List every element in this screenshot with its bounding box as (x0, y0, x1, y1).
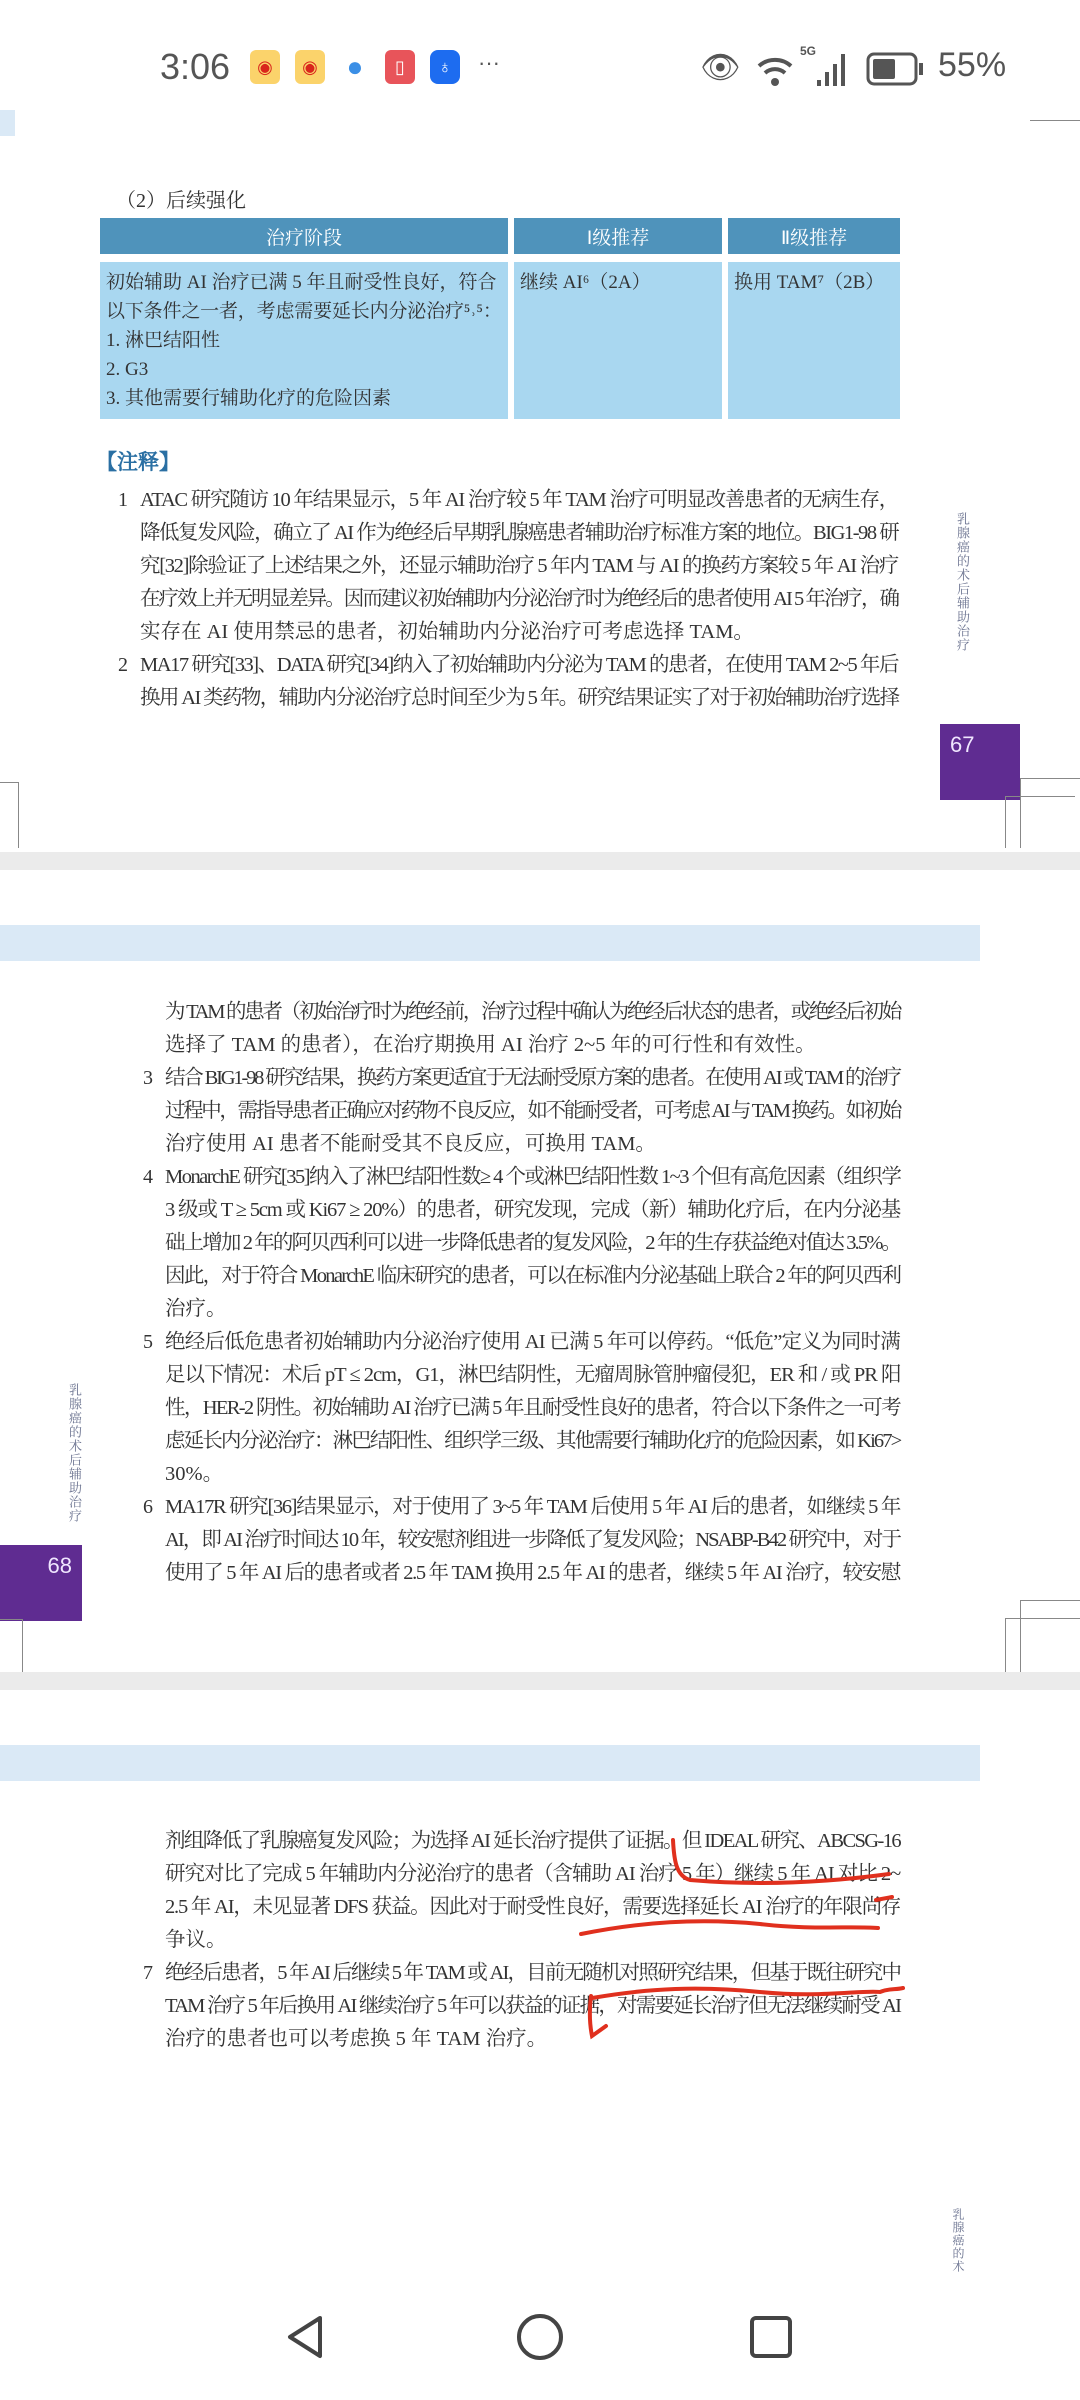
page-header-band (0, 1745, 980, 1781)
network-type: 5G (800, 44, 817, 58)
level2-cell (728, 262, 900, 419)
note-line: 选择了 TAM 的患者），在治疗期换用 AI 治疗 2~5 年的可行性和有效性。 (165, 1034, 816, 1056)
note-line: 实存在 AI 使用禁忌的患者，初始辅助内分泌治疗可考虑选择 TAM。 (140, 621, 754, 643)
stage-line: 初始辅助 AI 治疗已满 5 年且耐受性良好，符合 (106, 272, 497, 293)
crop-mark (1005, 1618, 1006, 1680)
note-line: 换用 AI 类药物，辅助内分泌治疗总时间至少为 5 年。研究结果证实了对于初始辅助治疗选择 (140, 687, 899, 709)
level2-text: 换用 TAM⁷（2B） (734, 272, 885, 293)
note-number: 4 (143, 1166, 153, 1188)
note-number: 5 (143, 1331, 153, 1353)
crop-mark (1030, 120, 1080, 121)
header-level1: Ⅰ级推荐 (514, 218, 722, 254)
weibo-icon: ◉ (295, 50, 325, 84)
status-bar (0, 40, 1080, 100)
note-line: AI，即 AI 治疗时间达 10 年，较安慰剂组进一步降低了复发风险；NSABP-B42 研究中，对于 (165, 1529, 901, 1551)
stage-line: 1. 淋巴结阳性 (106, 330, 221, 351)
note-line: MonarchE 研究[35]纳入了淋巴结阳性数≥ 4 个或淋巴结阳性数 1~3 个但有高危因素（组织学 (165, 1166, 901, 1188)
crop-mark (18, 782, 19, 848)
note-line: 治疗。 (165, 1298, 227, 1320)
note-line: 剂组降低了乳腺癌复发风险；为选择 AI 延长治疗提供了证据。但 IDEAL 研究、ABCSG-16 (165, 1830, 900, 1852)
note-number: 2 (118, 654, 128, 676)
reader-icon: ▯ (385, 50, 415, 84)
page-number-67: 67 (940, 724, 1020, 800)
level1-text: 继续 AI⁶（2A） (520, 272, 651, 293)
note-line: MA17 研究[33]、DATA 研究[34]纳入了初始辅助内分泌为 TAM 的患者，在使用 TAM 2~5 年后 (140, 654, 898, 676)
crop-mark (1005, 1618, 1080, 1619)
note-line: 性，HER-2 阴性。初始辅助 AI 治疗已满 5 年且耐受性良好的患者，符合以下条件之一可考 (165, 1397, 900, 1419)
stage-line: 以下条件之一者，考虑需要延长内分泌治疗⁵˒⁵： (106, 301, 502, 322)
home-button[interactable] (515, 2312, 565, 2362)
lightbulb-icon: ♁ (430, 50, 460, 84)
note-line: 绝经后患者，5 年 AI 后继续 5 年 TAM 或 AI，目前无随机对照研究结果，但基于既往研究中 (165, 1962, 901, 1984)
section-title: （2）后续强化 (116, 190, 246, 212)
browser-icon: ● (346, 51, 364, 82)
note-line: 究[32]除验证了上述结果之外，还显示辅助治疗 5 年内 TAM 与 AI 的换药方案较 5 年 AI 治疗 (140, 555, 898, 577)
eye-comfort-icon: 👁 (700, 49, 741, 85)
weibo-icon: ◉ (250, 50, 280, 84)
page-number-68: 68 (0, 1545, 82, 1621)
note-line: 争议。 (165, 1929, 227, 1951)
running-title: 乳腺癌的术后辅助治疗 (66, 1383, 81, 1523)
crop-mark (1020, 778, 1080, 779)
note-line: 虑延长内分泌治疗：淋巴结阳性、组织学三级、其他需要行辅助化疗的危险因素，如 Ki67> (165, 1430, 901, 1452)
battery-percent: 55% (938, 46, 1007, 84)
note-line: 治疗使用 AI 患者不能耐受其不良反应，可换用 TAM。 (165, 1133, 656, 1155)
note-line: 降低复发风险，确立了 AI 作为绝经后早期乳腺癌患者辅助治疗标准方案的地位。BIG1-98 研 (140, 522, 899, 544)
note-number: 1 (118, 489, 128, 511)
note-line: 研究对比了完成 5 年辅助内分泌治疗的患者（含辅助 AI 治疗 5 年）继续 5 年 AI 对比 2~ (165, 1863, 901, 1885)
battery-icon (866, 52, 926, 88)
crop-mark (1020, 778, 1021, 848)
recommendation-table (94, 218, 906, 419)
note-line: 在疗效上并无明显差异。因而建议初始辅助内分泌治疗时为绝经后的患者使用 AI 5 年治疗，确 (140, 588, 898, 610)
page-edge (0, 110, 15, 136)
note-line: 使用了 5 年 AI 后的患者或者 2.5 年 TAM 换用 2.5 年 AI 的患者，继续 5 年 AI 治疗，较安慰 (165, 1562, 901, 1584)
level1-cell (514, 262, 722, 419)
notes-heading: 【注释】 (96, 450, 180, 474)
wifi-icon (755, 50, 795, 90)
note-line: 为 TAM 的患者（初始治疗时为绝经前，治疗过程中确认为绝经后状态的患者，或绝经后初始 (165, 1001, 901, 1023)
page-separator (0, 852, 1080, 870)
running-title: 乳腺癌的术后辅助治疗 (954, 512, 969, 652)
note-line: 足以下情况：术后 pT ≤ 2cm，G1，淋巴结阴性，无瘤周脉管肿瘤侵犯，ER 和 / 或 PR 阳 (165, 1364, 901, 1386)
note-number: 7 (143, 1962, 153, 1984)
note-line: 2.5 年 AI，未见显著 DFS 获益。因此对于耐受性良好，需要选择延长 AI 治疗的年限尚存 (165, 1896, 901, 1918)
page-header-band (0, 925, 980, 961)
crop-mark (1020, 1600, 1080, 1601)
clock: 3:06 (160, 46, 231, 87)
back-button[interactable] (280, 2312, 330, 2362)
page-separator (0, 1672, 1080, 1690)
note-line: 3 级或 T ≥ 5cm 或 Ki67 ≥ 20%）的患者，研究发现，完成（新）辅助化疗后，在内分泌基 (165, 1199, 901, 1221)
note-number: 6 (143, 1496, 153, 1518)
stage-line: 3. 其他需要行辅助化疗的危险因素 (106, 388, 392, 409)
signal-icon (815, 50, 849, 88)
crop-mark (0, 782, 18, 783)
header-level2: Ⅱ级推荐 (728, 218, 900, 254)
header-stage: 治疗阶段 (100, 218, 508, 254)
crop-mark (1020, 1600, 1021, 1680)
running-title: 乳腺癌的术 (951, 2208, 965, 2273)
note-line: 因此，对于符合 MonarchE 临床研究的患者，可以在标准内分泌基础上联合 2 年的阿贝西利 (165, 1265, 901, 1287)
note-line: 治疗的患者也可以考虑换 5 年 TAM 治疗。 (165, 2028, 548, 2050)
note-line: 30%。 (165, 1463, 224, 1485)
recents-button[interactable] (746, 2312, 796, 2362)
crop-mark (1005, 796, 1075, 797)
note-line: ATAC 研究随访 10 年结果显示，5 年 AI 治疗较 5 年 TAM 治疗可明显改善患者的无病生存， (140, 489, 898, 511)
crop-mark (1005, 796, 1006, 848)
stage-line: 2. G3 (106, 359, 149, 380)
note-line: 结合 BIG1-98 研究结果，换药方案更适宜于无法耐受原方案的患者。在使用 AI 或 TAM 的治疗 (165, 1067, 900, 1089)
note-line: 绝经后低危患者初始辅助内分泌治疗使用 AI 已满 5 年可以停药。“低危”定义为同时满 (165, 1331, 900, 1353)
note-line: TAM 治疗 5 年后换用 AI 继续治疗 5 年可以获益的证据，对需要延长治疗但无法继续耐受 AI (165, 1995, 901, 2017)
note-line: 础上增加 2 年的阿贝西利可以进一步降低患者的复发风险，2 年的生存获益绝对值达 3.5%。 (165, 1232, 900, 1254)
crop-mark (0, 1619, 22, 1620)
stage-cell (100, 262, 508, 419)
crop-mark (22, 1619, 23, 1679)
note-number: 3 (143, 1067, 153, 1089)
more-notifications: ··· (478, 50, 500, 75)
note-line: 过程中，需指导患者正确应对药物不良反应，如不能耐受者，可考虑 AI 与 TAM 换药。如初始 (165, 1100, 900, 1122)
note-line: MA17R 研究[36]结果显示，对于使用了 3~5 年 TAM 后使用 5 年 AI 后的患者，如继续 5 年 (165, 1496, 900, 1518)
